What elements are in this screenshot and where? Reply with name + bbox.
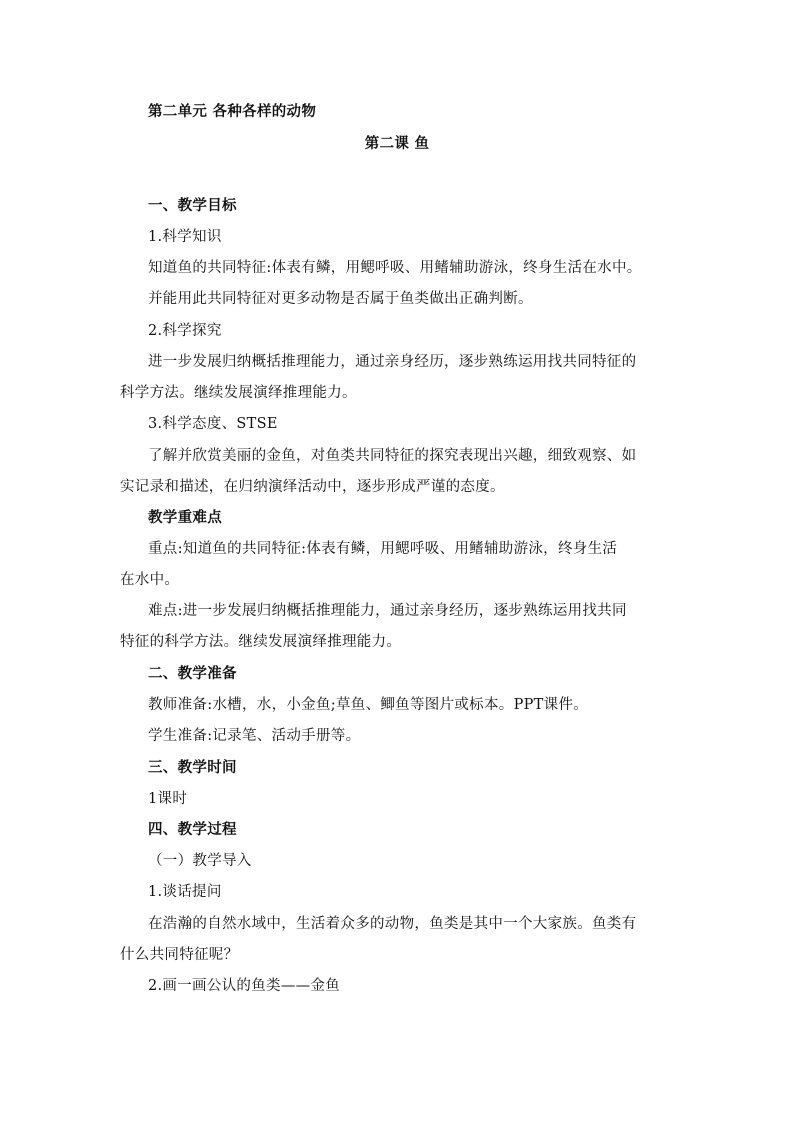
paragraph-line: 重点:知道鱼的共同特征:体表有鳞，用鳃呼吸、用鳍辅助游泳，终身生活: [148, 541, 618, 557]
paragraph-line: 什么共同特征呢？: [120, 947, 239, 963]
section-heading-preparation: 二、教学准备: [148, 665, 237, 682]
paragraph-line: 科学方法。继续发展演绎推理能力。: [120, 385, 357, 401]
paragraph-line: 实记录和描述，在归纳演绎活动中，逐步形成严谨的态度。: [120, 479, 505, 495]
paragraph-line: 学生准备:记录笔、活动手册等。: [148, 728, 361, 744]
paragraph-line: 了解并欣赏美丽的金鱼，对鱼类共同特征的探究表现出兴趣，细致观察、如: [148, 448, 637, 464]
subheading-talk: 1.谈话提问: [148, 884, 222, 900]
subheading-draw: 2.画一画公认的鱼类——金鱼: [148, 978, 341, 994]
paragraph-line: 进一步发展归纳概括推理能力，通过亲身经历，逐步熟练运用找共同特征的: [148, 354, 637, 370]
paragraph-line: 特征的科学方法。继续发展演绎推理能力。: [120, 634, 402, 650]
paragraph-line: 知道鱼的共同特征:体表有鳞，用鳃呼吸、用鳍辅助游泳，终身生活在水中。: [148, 260, 642, 276]
paragraph-line: 在水中。: [120, 572, 180, 588]
paragraph-line: 并能用此共同特征对更多动物是否属于鱼类做出正确判断。: [148, 291, 533, 307]
paragraph-line: 在浩瀚的自然水域中，生活着众多的动物，鱼类是其中一个大家族。鱼类有: [148, 916, 637, 932]
section-heading-time: 三、教学时间: [148, 759, 237, 776]
unit-title: 第二单元 各种各样的动物: [148, 103, 317, 120]
paragraph-line: 教师准备:水槽，水，小金鱼;草鱼、鲫鱼等图片或标本。PPT课件。: [148, 697, 589, 713]
subheading-attitude: 3.科学态度、STSE: [148, 416, 278, 432]
section-heading-process: 四、教学过程: [148, 821, 237, 838]
paragraph-line: 1课时: [148, 791, 188, 807]
subheading-introduction: （一）教学导入: [148, 853, 252, 869]
section-heading-objectives: 一、教学目标: [148, 197, 237, 214]
subheading-knowledge: 1.科学知识: [148, 229, 222, 245]
section-heading-key-points: 教学重难点: [148, 509, 222, 526]
paragraph-line: 难点:进一步发展归纳概括推理能力，通过亲身经历，逐步熟练运用找共同: [148, 603, 627, 619]
subheading-inquiry: 2.科学探究: [148, 323, 222, 339]
lesson-title: 第二课 鱼: [364, 135, 430, 152]
